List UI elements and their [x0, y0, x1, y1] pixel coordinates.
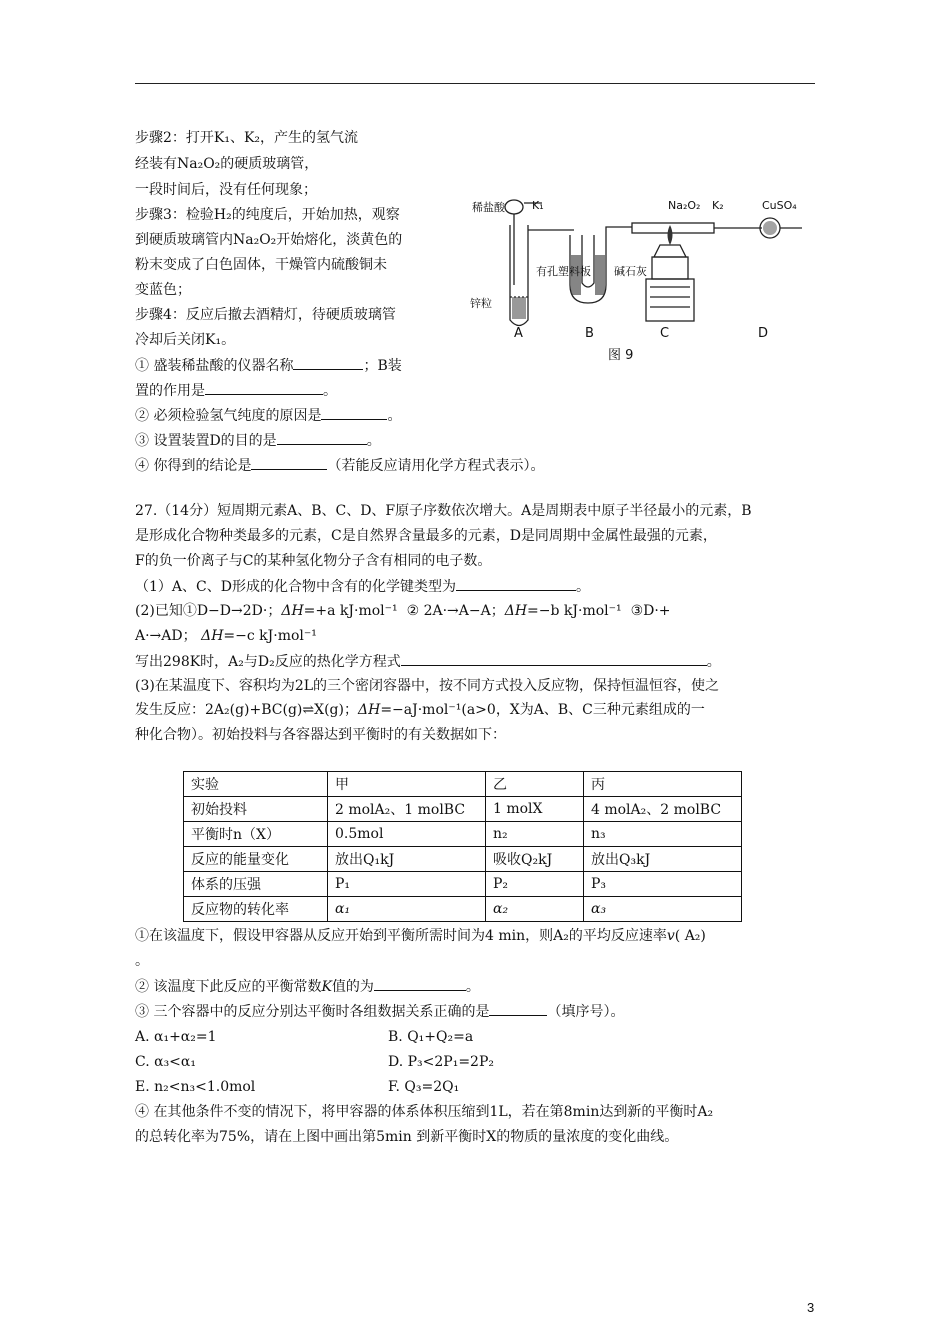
question-4: ④ 你得到的结论是 （若能反应请用化学方程式表示）。	[135, 455, 544, 476]
p27-qd-1: ④ 在其他条件不变的情况下，将甲容器的体系体积压缩到1L，若在第8min达到新的平衡时A₂	[135, 1104, 714, 1120]
option-f: F. Q₃=2Q₁	[388, 1079, 460, 1095]
answer-blank[interactable]	[374, 976, 466, 991]
p27-sub2-line3: 写出298K时，A₂与D₂反应的热化学方程式 。	[135, 651, 721, 672]
page-number: 3	[807, 1300, 815, 1315]
label-na2o2: Na₂O₂	[668, 199, 701, 212]
label-plate: 有孔塑料板	[536, 265, 591, 278]
question-1-cont: 置的作用是 。	[135, 380, 337, 401]
p27-qb: ② 该温度下此反应的平衡常数K值的为 。	[135, 976, 480, 997]
label-zinc: 锌粒	[470, 297, 492, 310]
label-b: B	[585, 326, 594, 341]
p27-sub2-line2: A·→AD； ΔH=−c kJ·mol⁻¹	[135, 628, 317, 644]
label-acid: 稀盐酸	[472, 201, 505, 214]
label-c: C	[660, 326, 670, 341]
header-rule	[135, 83, 815, 84]
table-row: 初始投料 2 molA₂、1 molBC 1 molX 4 molA₂、2 molBC	[184, 797, 742, 822]
p27-sub1: （1）A、C、D形成的化合物中含有的化学键类型为 。	[135, 576, 590, 597]
step3-line1: 步骤3：检验H₂的纯度后，开始加热，观察	[135, 207, 400, 223]
p27-intro-3: F的负一价离子与C的某种氢化物分子含有相同的电子数。	[135, 553, 492, 569]
answer-blank[interactable]	[293, 355, 363, 370]
table-row: 反应物的转化率 α₁ α₂ α₃	[184, 897, 742, 922]
separatory-funnel	[505, 200, 523, 214]
label-d: D	[758, 326, 769, 341]
step3-line2: 到硬质玻璃管内Na₂O₂开始熔化，淡黄色的	[135, 232, 403, 248]
stand-block	[646, 279, 694, 321]
p27-intro-2: 是形成化合物种类最多的元素，C是自然界含量最多的元素，D是同周期中金属性最强的元素，	[135, 528, 717, 544]
step3-line4: 变蓝色；	[135, 282, 191, 298]
step4-line2: 冷却后关闭K₁。	[135, 332, 236, 348]
question-2: ② 必须检验氢气纯度的原因是 。	[135, 405, 401, 426]
label-k1: K₁	[532, 199, 544, 212]
answer-blank[interactable]	[401, 651, 707, 666]
question-3: ③ 设置装置D的目的是 。	[135, 430, 381, 451]
p27-sub3-line3: 种化合物）。初始投料与各容器达到平衡时的有关数据如下：	[135, 727, 506, 743]
p27-sub2-line1: (2)已知①D−D→2D·；ΔH=+a kJ·mol⁻¹ ② 2A·→A−A；ΔH=−b kJ·mol⁻¹ ③D·+	[135, 603, 671, 619]
answer-blank[interactable]	[321, 405, 387, 420]
option-a: A. α₁+α₂=1	[135, 1029, 217, 1045]
option-d: D. P₃<2P₁=2P₂	[388, 1054, 494, 1070]
label-k2: K₂	[712, 199, 724, 212]
data-table	[183, 771, 742, 922]
p27-sub3-line2: 发生反应：2A₂(g)+BC(g)⇌X(g)；ΔH=−aJ·mol⁻¹(a>0，X为A、B、C三种元素组成的一	[135, 702, 705, 718]
p27-qa: ①在该温度下，假设甲容器从反应开始到平衡所需时间为4 min，则A₂的平均反应速率v( A₂)	[135, 928, 706, 944]
step2-line1: 步骤2：打开K₁、K₂，产生的氢气流	[135, 130, 359, 146]
option-b: B. Q₁+Q₂=a	[388, 1029, 474, 1045]
answer-blank[interactable]	[277, 430, 367, 445]
table-row: 实验 甲 乙 丙	[184, 772, 742, 797]
step4-line1: 步骤4：反应后撤去酒精灯，待硬质玻璃管	[135, 307, 396, 323]
table-row: 体系的压强 P₁ P₂ P₃	[184, 872, 742, 897]
p27-qd-2: 的总转化率为75%，请在上图中画出第5min 到新平衡时X的物质的量浓度的变化曲线。	[135, 1129, 679, 1145]
apparatus-figure	[462, 185, 817, 370]
alcohol-lamp	[654, 245, 686, 257]
question-1: ① 盛装稀盐酸的仪器名称 ；B装	[135, 355, 402, 376]
table-row: 平衡时n（X） 0.5mol n₂ n₃	[184, 822, 742, 847]
label-a: A	[514, 326, 523, 341]
step3-line3: 粉末变成了白色固体，干燥管内硫酸铜未	[135, 257, 387, 273]
flame	[668, 225, 673, 245]
figure-caption: 图 9	[608, 348, 634, 363]
zinc-granules	[512, 297, 526, 319]
p27-qa-end: 。	[135, 953, 149, 969]
step2-line2: 经装有Na₂O₂的硬质玻璃管，	[135, 156, 319, 172]
label-cuso4: CuSO₄	[762, 199, 797, 212]
answer-blank[interactable]	[205, 380, 323, 395]
glass-tube-c	[632, 223, 714, 233]
p27-intro-1: 27.（14分）短周期元素A、B、C、D、F原子序数依次增大。A是周期表中原子半径最小的元素，B	[135, 503, 752, 519]
step2-line3: 一段时间后，没有任何现象；	[135, 182, 317, 198]
answer-blank[interactable]	[456, 576, 576, 591]
label-lime: 碱石灰	[614, 265, 647, 278]
p27-qc: ③ 三个容器中的反应分别达平衡时各组数据关系正确的是 （填序号）。	[135, 1001, 624, 1022]
option-c: C. α₃<α₁	[135, 1054, 196, 1070]
option-e: E. n₂<n₃<1.0mol	[135, 1079, 256, 1095]
p27-sub3-line1: (3)在某温度下、容积均为2L的三个密闭容器中，按不同方式投入反应物，保持恒温恒容，使之	[135, 678, 720, 694]
answer-blank[interactable]	[489, 1001, 547, 1016]
table-row: 反应的能量变化 放出Q₁kJ 吸收Q₂kJ 放出Q₃kJ	[184, 847, 742, 872]
answer-blank[interactable]	[251, 455, 327, 470]
